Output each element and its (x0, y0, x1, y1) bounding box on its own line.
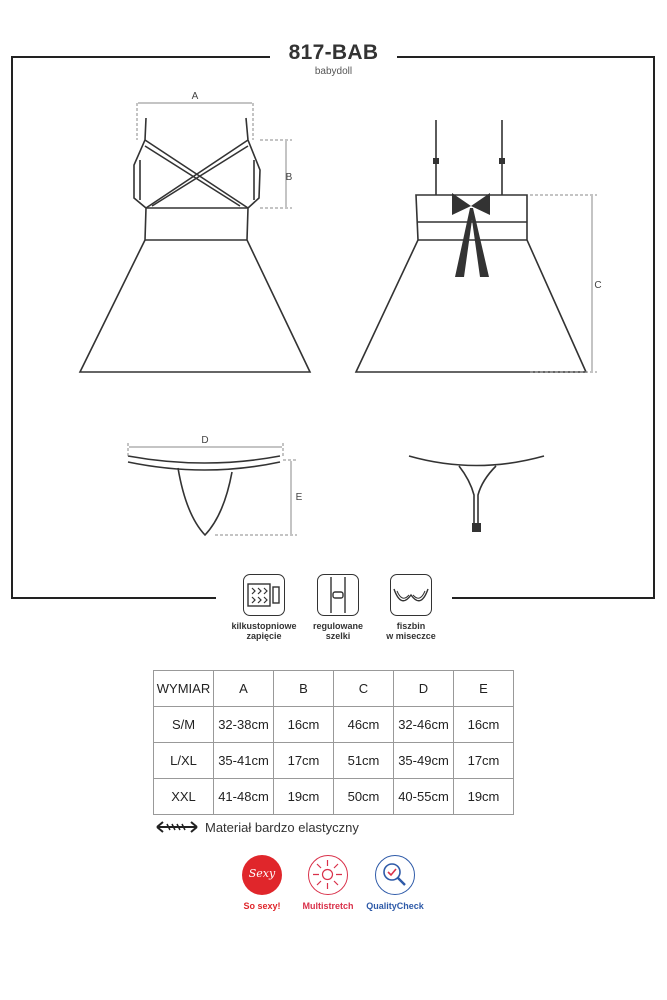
table-cell: 19cm (274, 779, 334, 815)
elastic-note (155, 820, 359, 836)
table-header-cell: E (454, 671, 514, 707)
table-header-cell: D (394, 671, 454, 707)
stretch-arrow-icon (155, 821, 199, 836)
table-cell: 16cm (454, 707, 514, 743)
table-cell: 51cm (334, 743, 394, 779)
table-cell: 17cm (454, 743, 514, 779)
sexy-badge-text: Sexy (248, 867, 276, 880)
table-cell: 19cm (454, 779, 514, 815)
table-header-cell: A (214, 671, 274, 707)
underwire-cup-icon (390, 574, 432, 616)
feature-clasp-label-1: kilkustopniowe (231, 621, 297, 631)
table-cell: L/XL (154, 743, 214, 779)
dim-label-d: D (201, 435, 209, 446)
babydoll-back-drawing (356, 120, 586, 372)
table-cell: 40-55cm (394, 779, 454, 815)
size-table-header-row (154, 671, 514, 707)
badge-multistretch-caption: Multistretch (302, 901, 354, 911)
dim-label-e: E (295, 492, 303, 503)
table-cell: 46cm (334, 707, 394, 743)
multistretch-badge-icon (308, 855, 348, 895)
table-cell: 17cm (274, 743, 334, 779)
quality-check-badge-icon (375, 855, 415, 895)
table-cell: 32-46cm (394, 707, 454, 743)
table-header-cell: WYMIAR (154, 671, 214, 707)
badge-qualitycheck (355, 855, 435, 911)
badge-sexy-caption: So sexy! (243, 901, 281, 911)
product-code: 817-BAB (288, 41, 379, 64)
feature-straps-label-1: regulowane (312, 621, 363, 631)
table-cell: 41-48cm (214, 779, 274, 815)
feature-underwire (366, 574, 456, 641)
thong-front-drawing (128, 456, 280, 535)
product-type: babydoll (314, 66, 353, 77)
dim-label-c: C (594, 280, 602, 291)
thong-back-drawing (409, 456, 544, 530)
table-row (154, 707, 514, 743)
feature-underwire-label-2: w miseczce (386, 631, 436, 641)
badge-qualitycheck-caption: QualityCheck (366, 901, 424, 911)
table-row (154, 743, 514, 779)
size-table (153, 670, 514, 815)
feature-straps-label-2: szelki (325, 631, 351, 641)
table-cell: XXL (154, 779, 214, 815)
table-row (154, 779, 514, 815)
table-header-cell: B (274, 671, 334, 707)
table-cell: 35-41cm (214, 743, 274, 779)
adjustable-straps-icon (317, 574, 359, 616)
table-cell: 50cm (334, 779, 394, 815)
feature-clasp-label-2: zapięcie (246, 631, 282, 641)
dim-label-a: A (191, 91, 199, 102)
babydoll-front-drawing (80, 118, 310, 372)
table-cell: 35-49cm (394, 743, 454, 779)
multi-step-clasp-icon (243, 574, 285, 616)
elastic-note-text: Materiał bardzo elastyczny (205, 820, 359, 835)
table-cell: 16cm (274, 707, 334, 743)
table-cell: 32-38cm (214, 707, 274, 743)
dim-label-b: B (285, 172, 293, 183)
sexy-badge-icon (242, 855, 282, 895)
feature-underwire-label-1: fiszbin (396, 621, 426, 631)
table-cell: S/M (154, 707, 214, 743)
table-header-cell: C (334, 671, 394, 707)
